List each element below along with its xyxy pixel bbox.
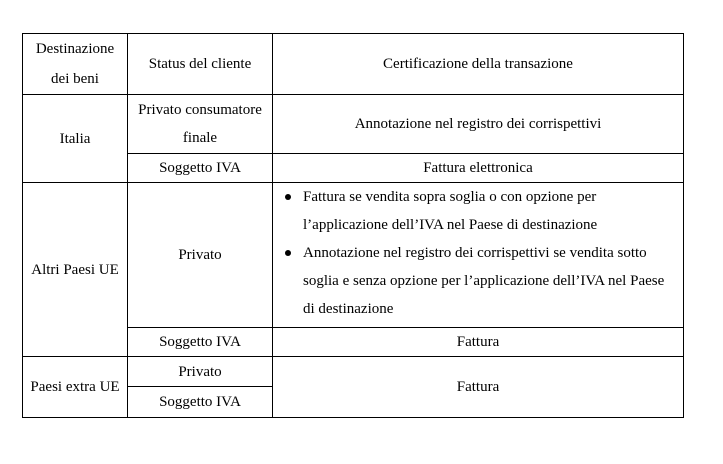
header-status: Status del cliente bbox=[128, 34, 273, 95]
table-row-italia-privato bbox=[23, 95, 684, 153]
destination-altri-paesi-ue: Altri Paesi UE bbox=[23, 183, 128, 357]
header-certification: Certificazione della transazione bbox=[273, 34, 684, 95]
status-italia-soggetto-iva: Soggetto IVA bbox=[128, 153, 273, 182]
certification-italia-soggetto-iva: Fattura elettronica bbox=[273, 153, 684, 182]
destination-paesi-extra-ue: Paesi extra UE bbox=[23, 357, 128, 418]
status-ue-privato: Privato bbox=[128, 183, 273, 328]
status-italia-privato: Privato consumatore finale bbox=[128, 95, 273, 153]
certification-bullet-list bbox=[279, 183, 675, 323]
bullet-icon bbox=[285, 194, 291, 200]
table-row-ue-privato bbox=[23, 183, 684, 328]
bullet-icon bbox=[285, 250, 291, 256]
table-header-row bbox=[23, 34, 684, 95]
certification-italia-privato: Annotazione nel registro dei corrispettivi bbox=[273, 95, 684, 153]
table-row-extra-ue-privato bbox=[23, 357, 684, 386]
list-item bbox=[279, 183, 675, 239]
list-item-text: Annotazione nel registro dei corrispettivi se vendita sotto soglia e senza opzione per l’applicazione dell’IVA nel Paese di destinazione bbox=[303, 245, 665, 318]
list-item bbox=[279, 239, 675, 323]
certification-ue-soggetto-iva: Fattura bbox=[273, 328, 684, 357]
certification-ue-privato bbox=[273, 183, 684, 328]
certification-extra-ue: Fattura bbox=[273, 357, 684, 418]
destination-italia: Italia bbox=[23, 95, 128, 183]
certification-table bbox=[22, 33, 684, 418]
list-item-text: Fattura se vendita sopra soglia o con opzione per l’applicazione dell’IVA nel Paese di destinazione bbox=[303, 189, 598, 234]
status-extra-ue-privato: Privato bbox=[128, 357, 273, 386]
status-ue-soggetto-iva: Soggetto IVA bbox=[128, 328, 273, 357]
status-extra-ue-soggetto-iva: Soggetto IVA bbox=[128, 386, 273, 417]
header-destination: Destinazione dei beni bbox=[23, 34, 128, 95]
